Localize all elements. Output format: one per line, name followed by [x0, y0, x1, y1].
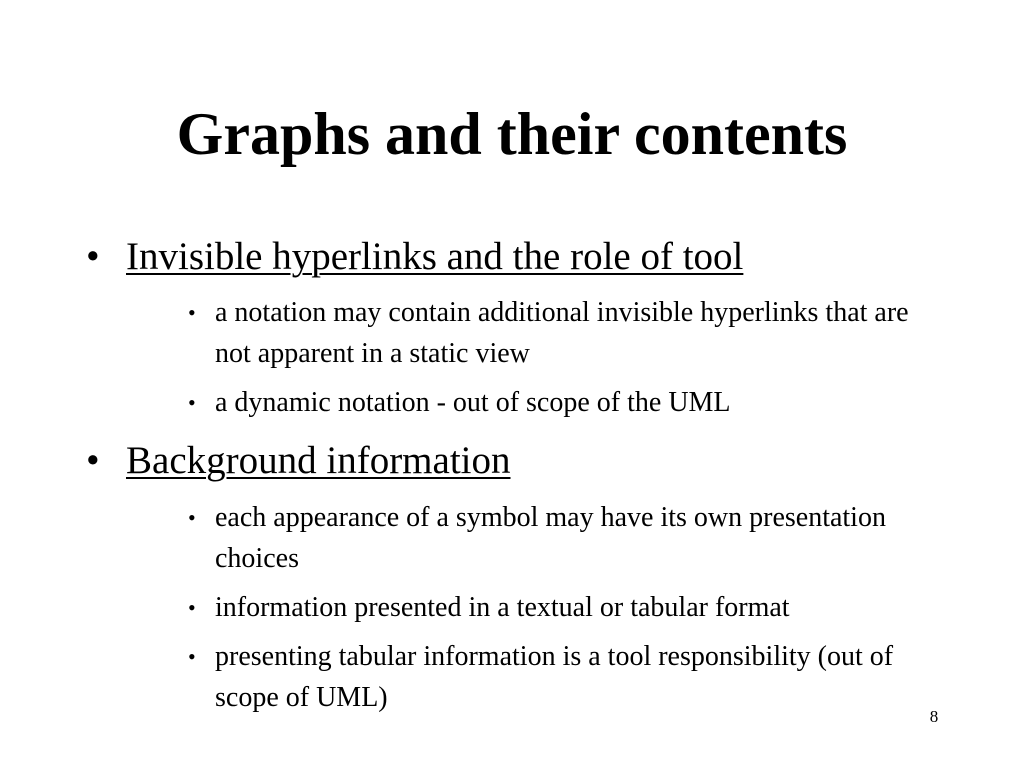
bullet-marker: •: [86, 439, 100, 482]
sub-bullet-marker: •: [188, 390, 196, 415]
bullet-marker: •: [86, 235, 100, 278]
slide-title: Graphs and their contents: [176, 101, 848, 167]
sub-bullet-item: [188, 292, 928, 374]
section-heading: Background information: [126, 439, 511, 482]
bullet-invisible-hyperlinks: [86, 234, 743, 280]
sub-bullet-text: presenting tabular information is a tool responsibility (out of scope of UML): [215, 641, 894, 713]
sub-bullet-item: [188, 587, 928, 628]
page-number: 8: [929, 707, 939, 726]
sub-bullet-item: [188, 636, 928, 718]
sub-bullet-text: each appearance of a symbol may have its own presentation choices: [215, 502, 886, 574]
sub-bullet-marker: •: [188, 300, 196, 325]
sub-bullet-marker: •: [188, 644, 196, 669]
sub-bullet-item: [188, 382, 928, 423]
sub-bullet-text: information presented in a textual or tabular format: [215, 592, 790, 623]
section-heading: Invisible hyperlinks and the role of tool: [126, 235, 744, 278]
sub-bullet-text: a notation may contain additional invisible hyperlinks that are not apparent in a static view: [215, 297, 909, 369]
bullet-background-information: [86, 438, 511, 484]
sub-bullet-marker: •: [188, 505, 196, 530]
sub-bullet-text: a dynamic notation - out of scope of the UML: [215, 387, 731, 418]
sub-bullet-item: [188, 497, 928, 579]
sub-bullet-marker: •: [188, 595, 196, 620]
